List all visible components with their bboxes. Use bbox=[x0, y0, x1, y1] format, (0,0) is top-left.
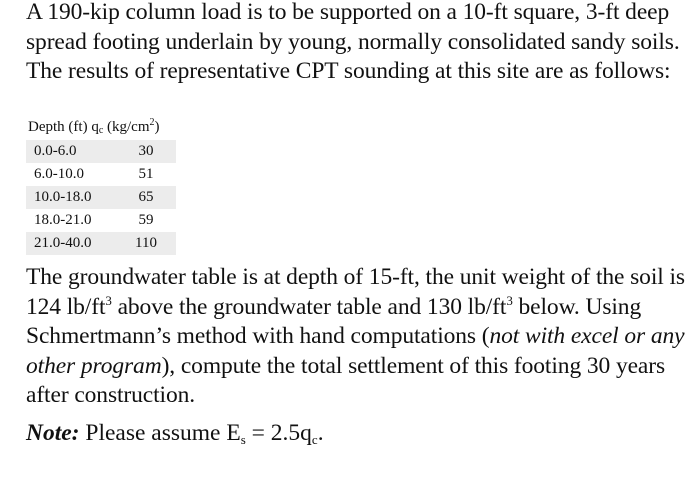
gw-superscript-2: 3 bbox=[506, 292, 513, 308]
note-subscript-s: s bbox=[240, 432, 246, 447]
header-q-subscript: c bbox=[98, 125, 104, 136]
gw-superscript-1: 3 bbox=[105, 292, 112, 308]
header-unit-superscript: 2 bbox=[149, 117, 155, 128]
note-line bbox=[26, 419, 324, 449]
gw-text-1: The groundwater table is at depth of 15-ft, the unit weight of the soil is 124 lb/ft bbox=[26, 264, 685, 320]
depth-cell: 21.0-40.0 bbox=[26, 232, 116, 255]
gw-italic-text: not with excel or any other program bbox=[26, 323, 685, 379]
depth-cell: 10.0-18.0 bbox=[26, 186, 116, 209]
depth-cell: 0.0-6.0 bbox=[26, 140, 116, 163]
depth-cell: 6.0-10.0 bbox=[34, 166, 84, 182]
table-row bbox=[26, 140, 176, 163]
problem-intro: A 190-kip column load is to be supported on a 10-ft square, 3-ft deep spread footing underlain by young, normally consolidated sandy soils. The results of representative CPT sounding at this site are as follows: bbox=[26, 0, 680, 84]
table-row bbox=[26, 209, 176, 232]
header-unit: (kg/cm bbox=[107, 119, 150, 135]
qc-cell: 51 bbox=[138, 166, 154, 182]
note-text-3: . bbox=[317, 420, 324, 446]
table-header bbox=[28, 118, 160, 140]
gw-text-2: above the groundwater table and 130 lb/ft bbox=[111, 293, 507, 320]
groundwater-paragraph bbox=[26, 263, 696, 411]
qc-cell: 110 bbox=[116, 232, 176, 255]
note-label: Note: bbox=[26, 420, 80, 446]
header-q: q bbox=[91, 119, 99, 135]
table-row bbox=[26, 186, 176, 209]
cpt-table bbox=[26, 140, 176, 255]
gw-text-3: below. Using Schmertmann’s method with hand computations ( bbox=[26, 293, 642, 349]
header-unit-close: ) bbox=[154, 119, 160, 135]
table-row bbox=[26, 232, 176, 255]
header-depth: Depth (ft) bbox=[28, 119, 88, 135]
gw-text-4: ), compute the total settlement of this footing 30 years after construction. bbox=[26, 352, 666, 408]
qc-cell: 65 bbox=[116, 186, 176, 209]
note-text-1: Please assume E bbox=[79, 420, 241, 446]
table-row bbox=[26, 163, 176, 186]
qc-cell: 59 bbox=[138, 212, 154, 228]
qc-cell: 30 bbox=[116, 140, 176, 163]
note-text-2: = 2.5q bbox=[245, 420, 312, 446]
note-subscript-c: c bbox=[311, 432, 318, 447]
depth-cell: 18.0-21.0 bbox=[34, 212, 92, 228]
